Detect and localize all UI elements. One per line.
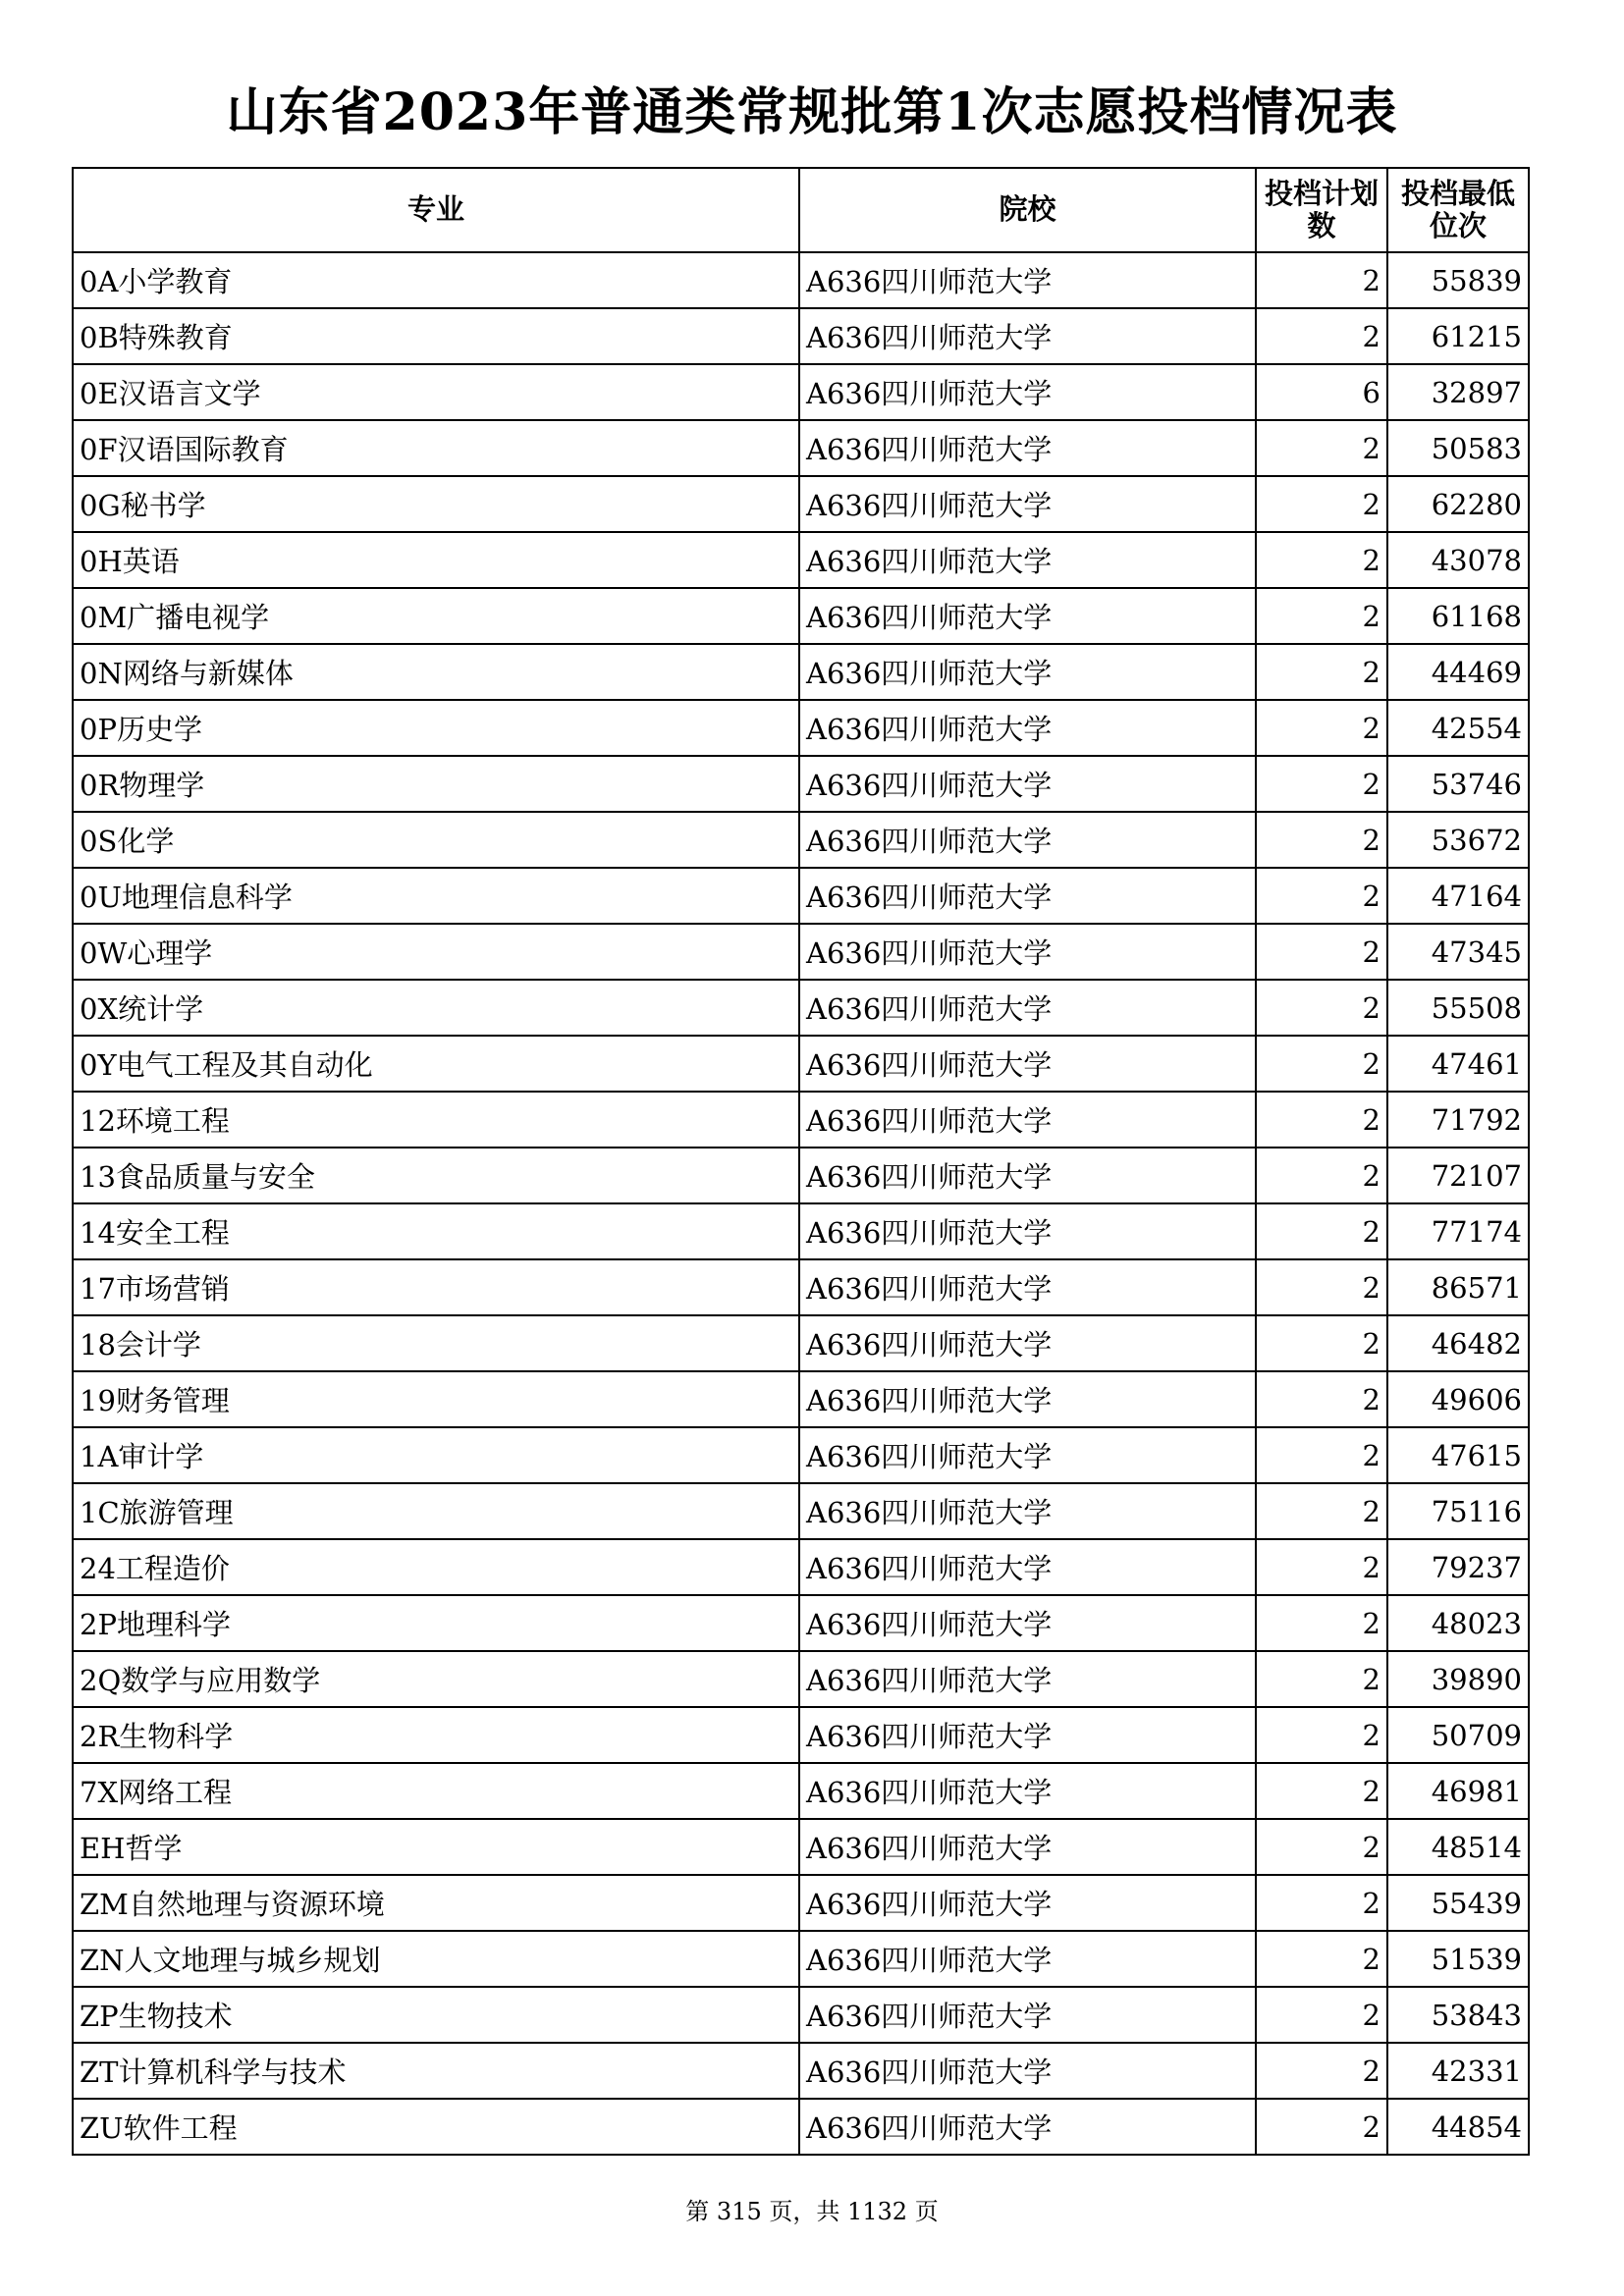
table-row (73, 1763, 1529, 1819)
table-row (73, 476, 1529, 532)
major-cell: 0M广播电视学 (73, 588, 799, 644)
table-row (73, 1483, 1529, 1539)
column-header-plan: 投档计划数 (1256, 168, 1387, 252)
school-cell: A636四川师范大学 (799, 1483, 1256, 1539)
table-row (73, 308, 1529, 364)
plan-cell: 2 (1256, 420, 1387, 476)
school-cell: A636四川师范大学 (799, 1259, 1256, 1315)
rank-cell: 55839 (1387, 252, 1529, 308)
school-cell: A636四川师范大学 (799, 644, 1256, 700)
major-cell: ZP生物技术 (73, 1987, 799, 2043)
school-cell: A636四川师范大学 (799, 1987, 1256, 2043)
rank-cell: 55439 (1387, 1875, 1529, 1931)
school-cell: A636四川师范大学 (799, 980, 1256, 1036)
rank-cell: 47345 (1387, 924, 1529, 980)
plan-cell: 2 (1256, 1483, 1387, 1539)
major-cell: 12环境工程 (73, 1092, 799, 1148)
school-cell: A636四川师范大学 (799, 2099, 1256, 2155)
table-row (73, 1427, 1529, 1483)
major-cell: ZM自然地理与资源环境 (73, 1875, 799, 1931)
rank-cell: 71792 (1387, 1092, 1529, 1148)
major-cell: ZU软件工程 (73, 2099, 799, 2155)
rank-cell: 46981 (1387, 1763, 1529, 1819)
table-row (73, 420, 1529, 476)
school-cell: A636四川师范大学 (799, 1931, 1256, 1987)
plan-cell: 2 (1256, 1651, 1387, 1707)
school-cell: A636四川师范大学 (799, 1539, 1256, 1595)
school-cell: A636四川师范大学 (799, 868, 1256, 924)
school-cell: A636四川师范大学 (799, 588, 1256, 644)
table-row (73, 252, 1529, 308)
school-cell: A636四川师范大学 (799, 1595, 1256, 1651)
major-cell: ZT计算机科学与技术 (73, 2043, 799, 2099)
plan-cell: 2 (1256, 2099, 1387, 2155)
plan-cell: 2 (1256, 1315, 1387, 1371)
major-cell: 0N网络与新媒体 (73, 644, 799, 700)
school-cell: A636四川师范大学 (799, 1427, 1256, 1483)
table-row (73, 1092, 1529, 1148)
page-title: 山东省2023年普通类常规批第1次志愿投档情况表 (226, 82, 1398, 142)
table-row (73, 980, 1529, 1036)
rank-cell: 32897 (1387, 364, 1529, 420)
school-cell: A636四川师范大学 (799, 1651, 1256, 1707)
rank-cell: 44469 (1387, 644, 1529, 700)
plan-cell: 2 (1256, 252, 1387, 308)
rank-cell: 53843 (1387, 1987, 1529, 2043)
school-cell: A636四川师范大学 (799, 756, 1256, 812)
rank-cell: 51539 (1387, 1931, 1529, 1987)
school-cell: A636四川师范大学 (799, 1036, 1256, 1092)
rank-cell: 77174 (1387, 1203, 1529, 1259)
table-row (73, 644, 1529, 700)
table-row (73, 1315, 1529, 1371)
table-row (73, 1203, 1529, 1259)
major-cell: 2Q数学与应用数学 (73, 1651, 799, 1707)
major-cell: 0R物理学 (73, 756, 799, 812)
school-cell: A636四川师范大学 (799, 476, 1256, 532)
rank-cell: 42554 (1387, 700, 1529, 756)
school-cell: A636四川师范大学 (799, 1763, 1256, 1819)
rank-cell: 61168 (1387, 588, 1529, 644)
plan-cell: 2 (1256, 1987, 1387, 2043)
table-row (73, 1651, 1529, 1707)
rank-cell: 53746 (1387, 756, 1529, 812)
major-cell: 0G秘书学 (73, 476, 799, 532)
column-header-school: 院校 (799, 168, 1256, 252)
school-cell: A636四川师范大学 (799, 924, 1256, 980)
plan-cell: 2 (1256, 308, 1387, 364)
major-cell: 0S化学 (73, 812, 799, 868)
major-cell: 7X网络工程 (73, 1763, 799, 1819)
school-cell: A636四川师范大学 (799, 2043, 1256, 2099)
table-header-row (73, 168, 1529, 252)
major-cell: 0P历史学 (73, 700, 799, 756)
plan-cell: 2 (1256, 1427, 1387, 1483)
plan-cell: 2 (1256, 1763, 1387, 1819)
rank-cell: 50583 (1387, 420, 1529, 476)
table-row (73, 756, 1529, 812)
plan-cell: 2 (1256, 2043, 1387, 2099)
major-cell: 2P地理科学 (73, 1595, 799, 1651)
school-cell: A636四川师范大学 (799, 812, 1256, 868)
plan-cell: 2 (1256, 756, 1387, 812)
rank-cell: 53672 (1387, 812, 1529, 868)
plan-cell: 2 (1256, 644, 1387, 700)
rank-cell: 44854 (1387, 2099, 1529, 2155)
table-row (73, 868, 1529, 924)
major-cell: 13食品质量与安全 (73, 1148, 799, 1203)
table-row (73, 1931, 1529, 1987)
school-cell: A636四川师范大学 (799, 1371, 1256, 1427)
rank-cell: 50709 (1387, 1707, 1529, 1763)
school-cell: A636四川师范大学 (799, 1203, 1256, 1259)
plan-cell: 2 (1256, 980, 1387, 1036)
rank-cell: 79237 (1387, 1539, 1529, 1595)
plan-cell: 2 (1256, 1092, 1387, 1148)
table-row (73, 924, 1529, 980)
major-cell: 0H英语 (73, 532, 799, 588)
major-cell: 0X统计学 (73, 980, 799, 1036)
rank-cell: 48514 (1387, 1819, 1529, 1875)
rank-cell: 72107 (1387, 1148, 1529, 1203)
school-cell: A636四川师范大学 (799, 308, 1256, 364)
table-row (73, 1371, 1529, 1427)
plan-cell: 2 (1256, 1819, 1387, 1875)
table-row (73, 1259, 1529, 1315)
table-row (73, 1987, 1529, 2043)
plan-cell: 2 (1256, 1539, 1387, 1595)
school-cell: A636四川师范大学 (799, 532, 1256, 588)
school-cell: A636四川师范大学 (799, 1148, 1256, 1203)
rank-cell: 75116 (1387, 1483, 1529, 1539)
major-cell: 17市场营销 (73, 1259, 799, 1315)
school-cell: A636四川师范大学 (799, 1315, 1256, 1371)
school-cell: A636四川师范大学 (799, 1819, 1256, 1875)
table-row (73, 1875, 1529, 1931)
major-cell: 14安全工程 (73, 1203, 799, 1259)
plan-cell: 2 (1256, 700, 1387, 756)
table-row (73, 588, 1529, 644)
table-body (73, 252, 1529, 2155)
table-row (73, 1148, 1529, 1203)
major-cell: 0Y电气工程及其自动化 (73, 1036, 799, 1092)
major-cell: 1A审计学 (73, 1427, 799, 1483)
table-row (73, 1707, 1529, 1763)
admission-table (72, 167, 1530, 2156)
rank-cell: 86571 (1387, 1259, 1529, 1315)
school-cell: A636四川师范大学 (799, 1707, 1256, 1763)
school-cell: A636四川师范大学 (799, 252, 1256, 308)
rank-cell: 47615 (1387, 1427, 1529, 1483)
plan-cell: 2 (1256, 1036, 1387, 1092)
major-cell: 1C旅游管理 (73, 1483, 799, 1539)
page-footer: 第 315 页，共 1132 页 (685, 2198, 939, 2225)
plan-cell: 2 (1256, 924, 1387, 980)
table-row (73, 1539, 1529, 1595)
school-cell: A636四川师范大学 (799, 420, 1256, 476)
plan-cell: 2 (1256, 476, 1387, 532)
plan-cell: 2 (1256, 812, 1387, 868)
rank-cell: 39890 (1387, 1651, 1529, 1707)
table-row (73, 700, 1529, 756)
plan-cell: 2 (1256, 1259, 1387, 1315)
school-cell: A636四川师范大学 (799, 1092, 1256, 1148)
major-cell: 0B特殊教育 (73, 308, 799, 364)
table-row (73, 1819, 1529, 1875)
major-cell: 0E汉语言文学 (73, 364, 799, 420)
rank-cell: 47164 (1387, 868, 1529, 924)
school-cell: A636四川师范大学 (799, 364, 1256, 420)
major-cell: 0W心理学 (73, 924, 799, 980)
column-header-rank: 投档最低位次 (1387, 168, 1529, 252)
rank-cell: 46482 (1387, 1315, 1529, 1371)
plan-cell: 2 (1256, 588, 1387, 644)
major-cell: 0A小学教育 (73, 252, 799, 308)
plan-cell: 6 (1256, 364, 1387, 420)
rank-cell: 61215 (1387, 308, 1529, 364)
plan-cell: 2 (1256, 1707, 1387, 1763)
table-row (73, 1595, 1529, 1651)
major-cell: 0F汉语国际教育 (73, 420, 799, 476)
table-row (73, 364, 1529, 420)
major-cell: 2R生物科学 (73, 1707, 799, 1763)
plan-cell: 2 (1256, 1148, 1387, 1203)
rank-cell: 42331 (1387, 2043, 1529, 2099)
rank-cell: 43078 (1387, 532, 1529, 588)
major-cell: EH哲学 (73, 1819, 799, 1875)
school-cell: A636四川师范大学 (799, 700, 1256, 756)
table-row (73, 1036, 1529, 1092)
table-row (73, 812, 1529, 868)
plan-cell: 2 (1256, 1595, 1387, 1651)
major-cell: 18会计学 (73, 1315, 799, 1371)
plan-cell: 2 (1256, 532, 1387, 588)
rank-cell: 47461 (1387, 1036, 1529, 1092)
table-row (73, 2043, 1529, 2099)
plan-cell: 2 (1256, 1875, 1387, 1931)
rank-cell: 62280 (1387, 476, 1529, 532)
major-cell: 24工程造价 (73, 1539, 799, 1595)
plan-cell: 2 (1256, 868, 1387, 924)
major-cell: 0U地理信息科学 (73, 868, 799, 924)
column-header-major: 专业 (73, 168, 799, 252)
rank-cell: 49606 (1387, 1371, 1529, 1427)
plan-cell: 2 (1256, 1203, 1387, 1259)
school-cell: A636四川师范大学 (799, 1875, 1256, 1931)
plan-cell: 2 (1256, 1371, 1387, 1427)
table-row (73, 2099, 1529, 2155)
major-cell: 19财务管理 (73, 1371, 799, 1427)
major-cell: ZN人文地理与城乡规划 (73, 1931, 799, 1987)
plan-cell: 2 (1256, 1931, 1387, 1987)
rank-cell: 55508 (1387, 980, 1529, 1036)
table-row (73, 532, 1529, 588)
rank-cell: 48023 (1387, 1595, 1529, 1651)
